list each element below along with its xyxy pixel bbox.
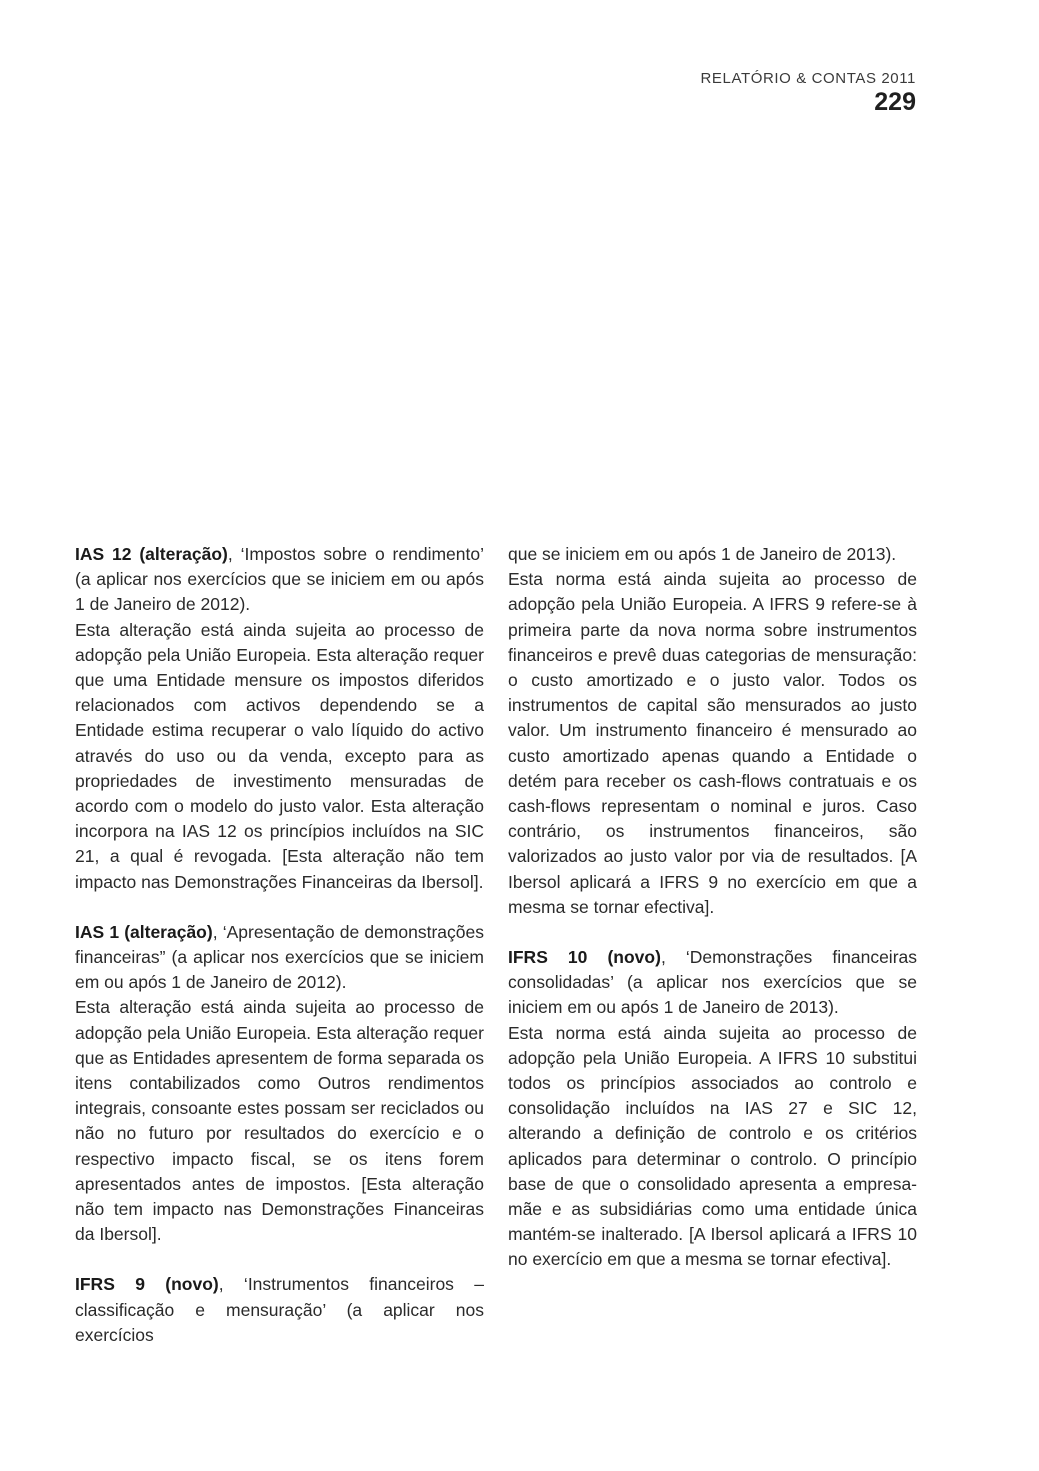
ifrs10-term: IFRS 10 (novo) — [508, 947, 661, 968]
ias12-body: Esta alteração está ainda sujeita ao processo de adopção pela União Europeia. Esta alteração requer que uma Entidade mensure os impostos diferidos relacionados com activos dependendo se a Entidade estima recuperar o valo líquido do activo através do uso ou da venda, excepto para as propriedades de investimento mensuradas de acordo com o modelo do justo valor. Esta alteração incorpora na IAS 12 os princípios incluídos na SIC 21, a qual é revogada. [Esta alteração não tem impacto nas Demonstrações Financeiras da Ibersol]. — [75, 619, 484, 892]
ifrs10-intro: , ‘Demonstrações financeiras consolidadas’ (a aplicar nos exercícios que se iniciem em ou após 1 de Janeiro de 2013). — [508, 947, 918, 1018]
right-column — [508, 542, 917, 1298]
ifrs9-section-start — [75, 1272, 484, 1348]
ifrs9-term: IFRS 9 (novo) — [75, 1274, 219, 1295]
ias12-section — [75, 542, 484, 895]
ias1-section — [75, 920, 484, 1248]
ifrs9-heading — [75, 1272, 484, 1348]
ias12-intro: , ‘Impostos sobre o rendimento’ (a aplicar nos exercícios que se iniciem em ou após 1 de Janeiro de 2012). — [75, 544, 484, 615]
ias1-body: Esta alteração está ainda sujeita ao processo de adopção pela União Europeia. Esta alteração requer que as Entidades apresentem de forma separada os itens contabilizados como Outros rendimentos integrais, consoante estes possam ser reciclados ou não no futuro por resultados do exercício e o respectivo impacto fiscal, se os itens forem apresentados antes de impostos. [Esta alteração não tem impacto nas Demonstrações Financeiras da Ibersol]. — [75, 997, 484, 1245]
ias1-heading — [75, 920, 484, 996]
ias12-term: IAS 12 (alteração) — [75, 544, 228, 564]
ifrs10-section — [508, 945, 917, 1273]
ias1-intro: , ‘Apresentação de demonstrações financeiras” (a aplicar nos exercícios que se iniciem em ou após 1 de Janeiro de 2012). — [75, 921, 484, 993]
ifrs10-body: Esta norma está ainda sujeita ao processo de adopção pela União Europeia. A IFRS 10 substitui todos os princípios associados ao controlo e consolidação incluídos na IAS 27 e SIC 12, alterando a definição de controlo e os critérios aplicados para determinar o controlo. O princípio base de que o consolidado apresenta a empresa-mãe e as subsidiárias como uma entidade única mantém-se inalterado. [A Ibersol aplicará a IFRS 10 no exercício em que a mesma se tornar efectiva]. — [508, 1022, 917, 1270]
ias1-term: IAS 1 (alteração) — [75, 921, 213, 942]
ifrs9-body: Esta norma está ainda sujeita ao processo de adopção pela União Europeia. A IFRS 9 refere-se à primeira parte da nova norma sobre instrumentos financeiros e prevê duas categorias de mensuração: o custo amortizado e o justo valor. Todos os instrumentos de capital são mensurados ao justo valor. Um instrumento financeiro é mensurado ao custo amortizado apenas quando a Entidade o detém para receber os cash-flows contratuais e os cash-flows representam o nominal e juros. Caso contrário, os instrumentos financeiros, são valorizados ao justo valor por via de resultados. [A Ibersol aplicará a IFRS 9 no exercício em que a mesma se tornar efectiva]. — [508, 569, 917, 917]
ias12-heading — [75, 542, 484, 618]
ifrs9-intro-continued: que se iniciem em ou após 1 de Janeiro de 2013). — [508, 544, 897, 564]
ifrs9-intro: , ‘Instrumentos financeiros – classificação e mensuração’ (a aplicar nos exercícios — [75, 1274, 485, 1345]
page-number: 229 — [874, 88, 916, 116]
report-title: RELATÓRIO & CONTAS 2011 — [700, 70, 916, 87]
ifrs9-section-continued — [508, 542, 917, 920]
ifrs10-heading — [508, 945, 917, 1021]
page-header — [700, 70, 916, 117]
left-column — [75, 542, 484, 1373]
